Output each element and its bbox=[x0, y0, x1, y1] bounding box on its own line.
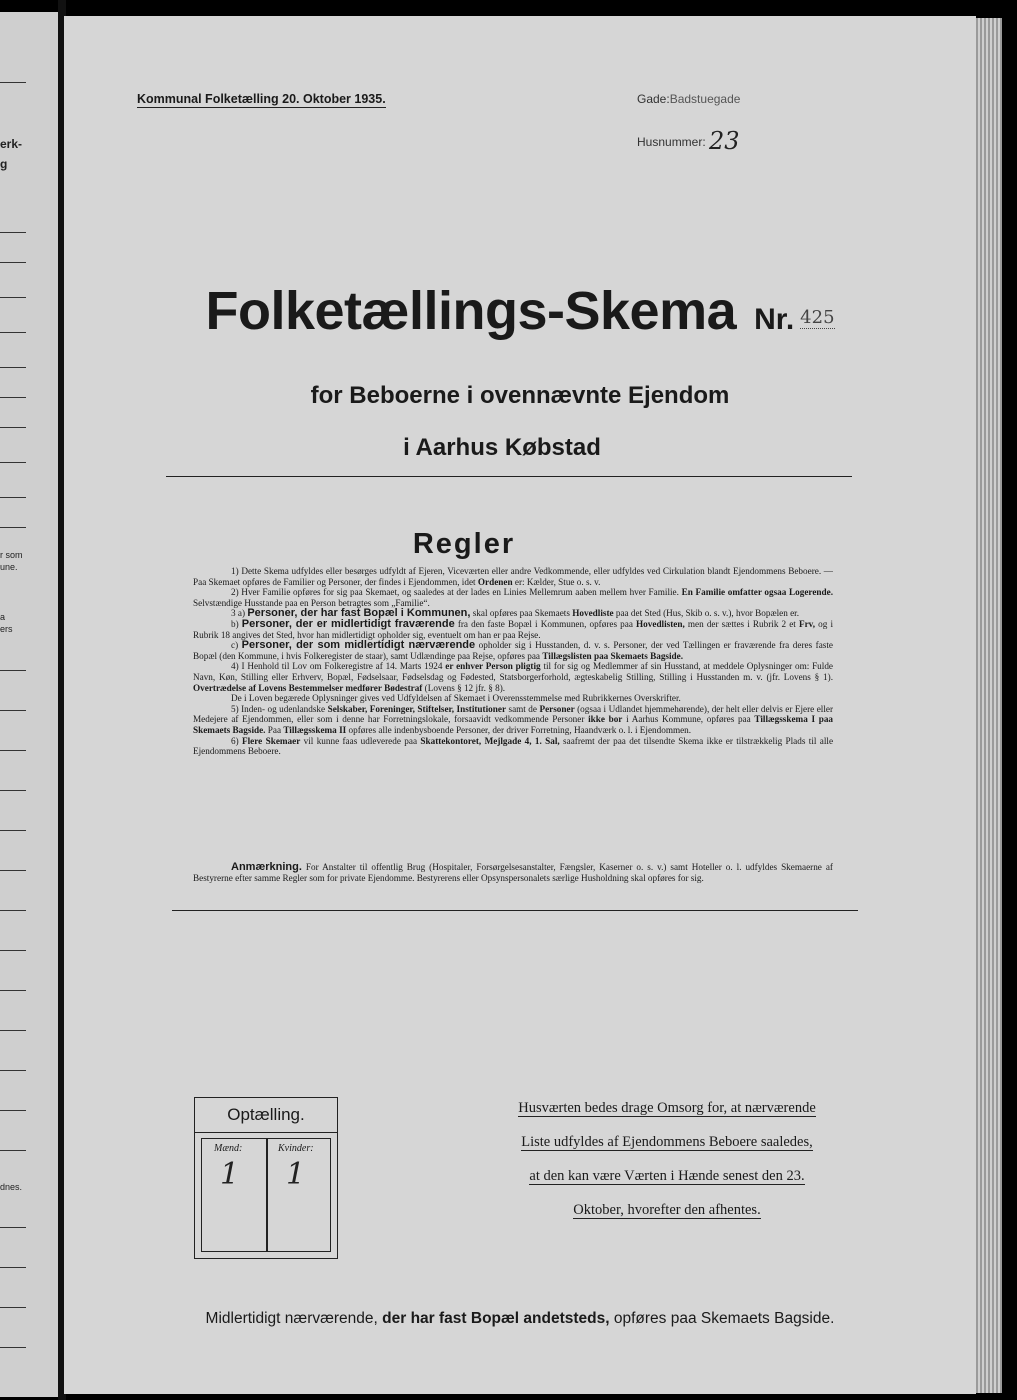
left-page-rule bbox=[0, 427, 26, 428]
left-page-rule bbox=[0, 1227, 26, 1228]
street-value: Badstuegade bbox=[669, 92, 741, 106]
left-page-rule bbox=[0, 710, 26, 711]
left-page-rule bbox=[0, 990, 26, 991]
page-edges bbox=[976, 18, 1002, 1393]
left-page-rule bbox=[0, 1267, 26, 1268]
women-label: Kvinder: bbox=[278, 1143, 314, 1154]
men-count: 1 bbox=[220, 1157, 240, 1192]
form-number-value: 425 bbox=[800, 306, 835, 328]
left-page-rule bbox=[0, 870, 26, 871]
left-page-rule bbox=[0, 527, 26, 528]
count-grid bbox=[201, 1138, 331, 1252]
left-page-rule bbox=[0, 497, 26, 498]
left-page-rule bbox=[0, 750, 26, 751]
divider bbox=[172, 910, 858, 911]
left-page-rule bbox=[0, 1307, 26, 1308]
men-label: Mænd: bbox=[214, 1143, 243, 1154]
notice-line-3: at den kan være Værten i Hænde senest den 23. bbox=[529, 1168, 805, 1184]
count-box bbox=[194, 1097, 338, 1259]
left-page-rule bbox=[0, 297, 26, 298]
left-page-rule bbox=[0, 1070, 26, 1071]
left-page-rule bbox=[0, 262, 26, 263]
left-page-fragment: erk- bbox=[0, 137, 23, 151]
census-title: Kommunal Folketælling 20. Oktober 1935. bbox=[137, 92, 386, 106]
rule-3a: 3 a) Personer, der har fast Bopæl i Kommunen, skal opføres paa Skemaets Hovedliste paa det Sted (Hus, Skib o. s. v.), hvor Bopælen er. bbox=[231, 607, 800, 620]
street-field bbox=[637, 92, 740, 106]
footer-note: Midlertidigt nærværende, der har fast Bopæl andetsteds, opføres paa Skemaets Bagside. bbox=[205, 1310, 835, 1327]
left-page-rule bbox=[0, 462, 26, 463]
rule-3c: c) Personer, der som midlertidigt nærværende opholder sig i Husstanden, d. v. s. Personer, der ved Tællingen er fraværende fra deres faste Bopæl (den Kommune, i hvis Folkeregister de staar), samt Udlændinge paa Rejse, opføres paa Tillægslisten paa Skemaets Bagside. bbox=[193, 639, 834, 661]
left-page-fragment: g bbox=[0, 157, 8, 171]
rule-2: 2) Hver Familie opføres for sig paa Skemaet, og saaledes at der lades en Linies Mellemrum aaben mellem hver Familie. En Familie omfatter ogsaa Logerende. Selvstændige Husstande paa en Person betragtes som „Familie“. bbox=[193, 587, 833, 608]
rule-4-note: De i Loven begærede Oplysninger gives ved Udfyldelsen af Skemaet i Overensstemmelse med Rubrikkernes Overskrifter. bbox=[231, 693, 681, 704]
left-page-rule bbox=[0, 1030, 26, 1031]
form-location: i Aarhus Købstad bbox=[403, 434, 601, 461]
left-page-fragment: dnes. bbox=[0, 1182, 23, 1192]
rules-text bbox=[193, 566, 833, 757]
left-page-rule bbox=[0, 950, 26, 951]
left-page-rule bbox=[0, 1110, 26, 1111]
rule-5: 5) Inden- og udenlandske Selskaber, Foreninger, Stiftelser, Institutioner samt de Personer (ogsaa i Udlandet hjemmehørende), der helt eller delvis er Ejere eller Medejere af Ejendommen, eller som i denne har Forretningslokale, forsaavidt vedkommende Personer ikke bor i Aarhus Kommune, opføres paa Tillægsskema I paa Skemaets Bagside. Paa Tillægsskema II opføres alle indenbysboende Personer, der driver Forretning, Haandværk o. l. i Ejendommen. bbox=[193, 703, 834, 735]
house-number-field bbox=[637, 127, 740, 155]
count-box-title: Optælling. bbox=[195, 1098, 337, 1133]
left-page-rule bbox=[0, 670, 26, 671]
form-number-label: Nr. bbox=[754, 303, 795, 336]
form-title-main: Folketællings-Skema bbox=[205, 281, 737, 341]
left-page-fragment: r som bbox=[0, 550, 23, 560]
rules-heading: Regler bbox=[412, 528, 516, 560]
left-page-rule bbox=[0, 910, 26, 911]
notice-line-1: Husværten bedes drage Omsorg for, at nærværende bbox=[518, 1100, 816, 1116]
remark-text: For Anstalter til offentlig Brug (Hospitaler, Forsørgelsesanstalter, Fængsler, Kaserner o. s. v.) samt Hoteller o. l. udfyldes Skemaerne af Bestyrerne efter samme Regler som for private Ejendomme. Bestyrerens eller Opsynspersonalets særlige Husholdning skal opføres for sig. bbox=[193, 862, 833, 883]
census-form-page bbox=[64, 16, 976, 1394]
rule-1: 1) Dette Skema udfyldes eller besørges udfyldt af Ejeren, Viceværten eller andre Vedkommende, eller udfyldes ved Cirkulation blandt Ejendommens Beboere. — Paa Skemaet opføres de Familier og Personer, der findes i Ejendommen, idet Ordenen er: Kælder, Stue o. s. v. bbox=[193, 566, 833, 587]
divider bbox=[166, 476, 852, 477]
house-number-value: 23 bbox=[709, 127, 740, 155]
left-page-fragment: une. bbox=[0, 562, 18, 572]
left-page-fragment: ers bbox=[0, 624, 13, 634]
left-page-rule bbox=[0, 332, 26, 333]
left-page-fragment: a bbox=[0, 612, 6, 622]
left-facing-page bbox=[0, 12, 58, 1397]
rule-3b: b) Personer, der er midlertidigt fraværende fra den faste Bopæl i Kommunen, opføres paa Hovedlisten, men der sættes i Rubrik 2 et Frv, og i Rubrik 18 angives det Sted, hvor han midlertidigt opholder sig, eventuelt om han er paa Rejse. bbox=[193, 617, 834, 640]
notice-line-2: Liste udfyldes af Ejendommens Beboere saaledes, bbox=[521, 1134, 813, 1150]
left-page-rule bbox=[0, 232, 26, 233]
form-title bbox=[64, 280, 976, 342]
left-page-rule bbox=[0, 397, 26, 398]
rule-6: 6) Flere Skemaer vil kunne faas udleverede paa Skattekontoret, Mejlgade 4, 1. Sal, saafremt der paa det tilsendte Skema ikke er tilstrækkelig Plads til alle Ejendommens Beboere. bbox=[193, 735, 834, 757]
left-page-rule bbox=[0, 82, 26, 83]
remark-label: Anmærkning. bbox=[231, 861, 302, 873]
left-page-rule bbox=[0, 1347, 26, 1348]
left-page-rule bbox=[0, 790, 26, 791]
form-subtitle: for Beboerne i ovennævnte Ejendom bbox=[310, 382, 730, 409]
left-page-rule bbox=[0, 1150, 26, 1151]
rule-4: 4) I Henhold til Lov om Folkeregistre af 14. Marts 1924 er enhver Person pligtig til for sig og Medlemmer af sin Husstand, at meddele Oplysninger om: Fulde Navn, Køn, Stilling eller Erhverv, Bopæl, Fødselsaar, Fødselsdag og Fødested, Statsborgerforhold, ægteskabelig Stilling, Stilling i Husstanden m. v. (jfr. Lovens § 1). Overtrædelse af Lovens Bestemmelser medfører Bødestraf (Lovens § 12 jfr. § 8). bbox=[193, 661, 834, 693]
street-label: Gade: bbox=[637, 92, 670, 106]
remark bbox=[193, 862, 833, 884]
women-count: 1 bbox=[286, 1157, 306, 1192]
count-divider bbox=[266, 1139, 268, 1251]
left-page-rule bbox=[0, 830, 26, 831]
left-page-rule bbox=[0, 367, 26, 368]
house-number-label: Husnummer: bbox=[637, 135, 706, 149]
notice-line-4: Oktober, hvorefter den afhentes. bbox=[573, 1202, 761, 1218]
